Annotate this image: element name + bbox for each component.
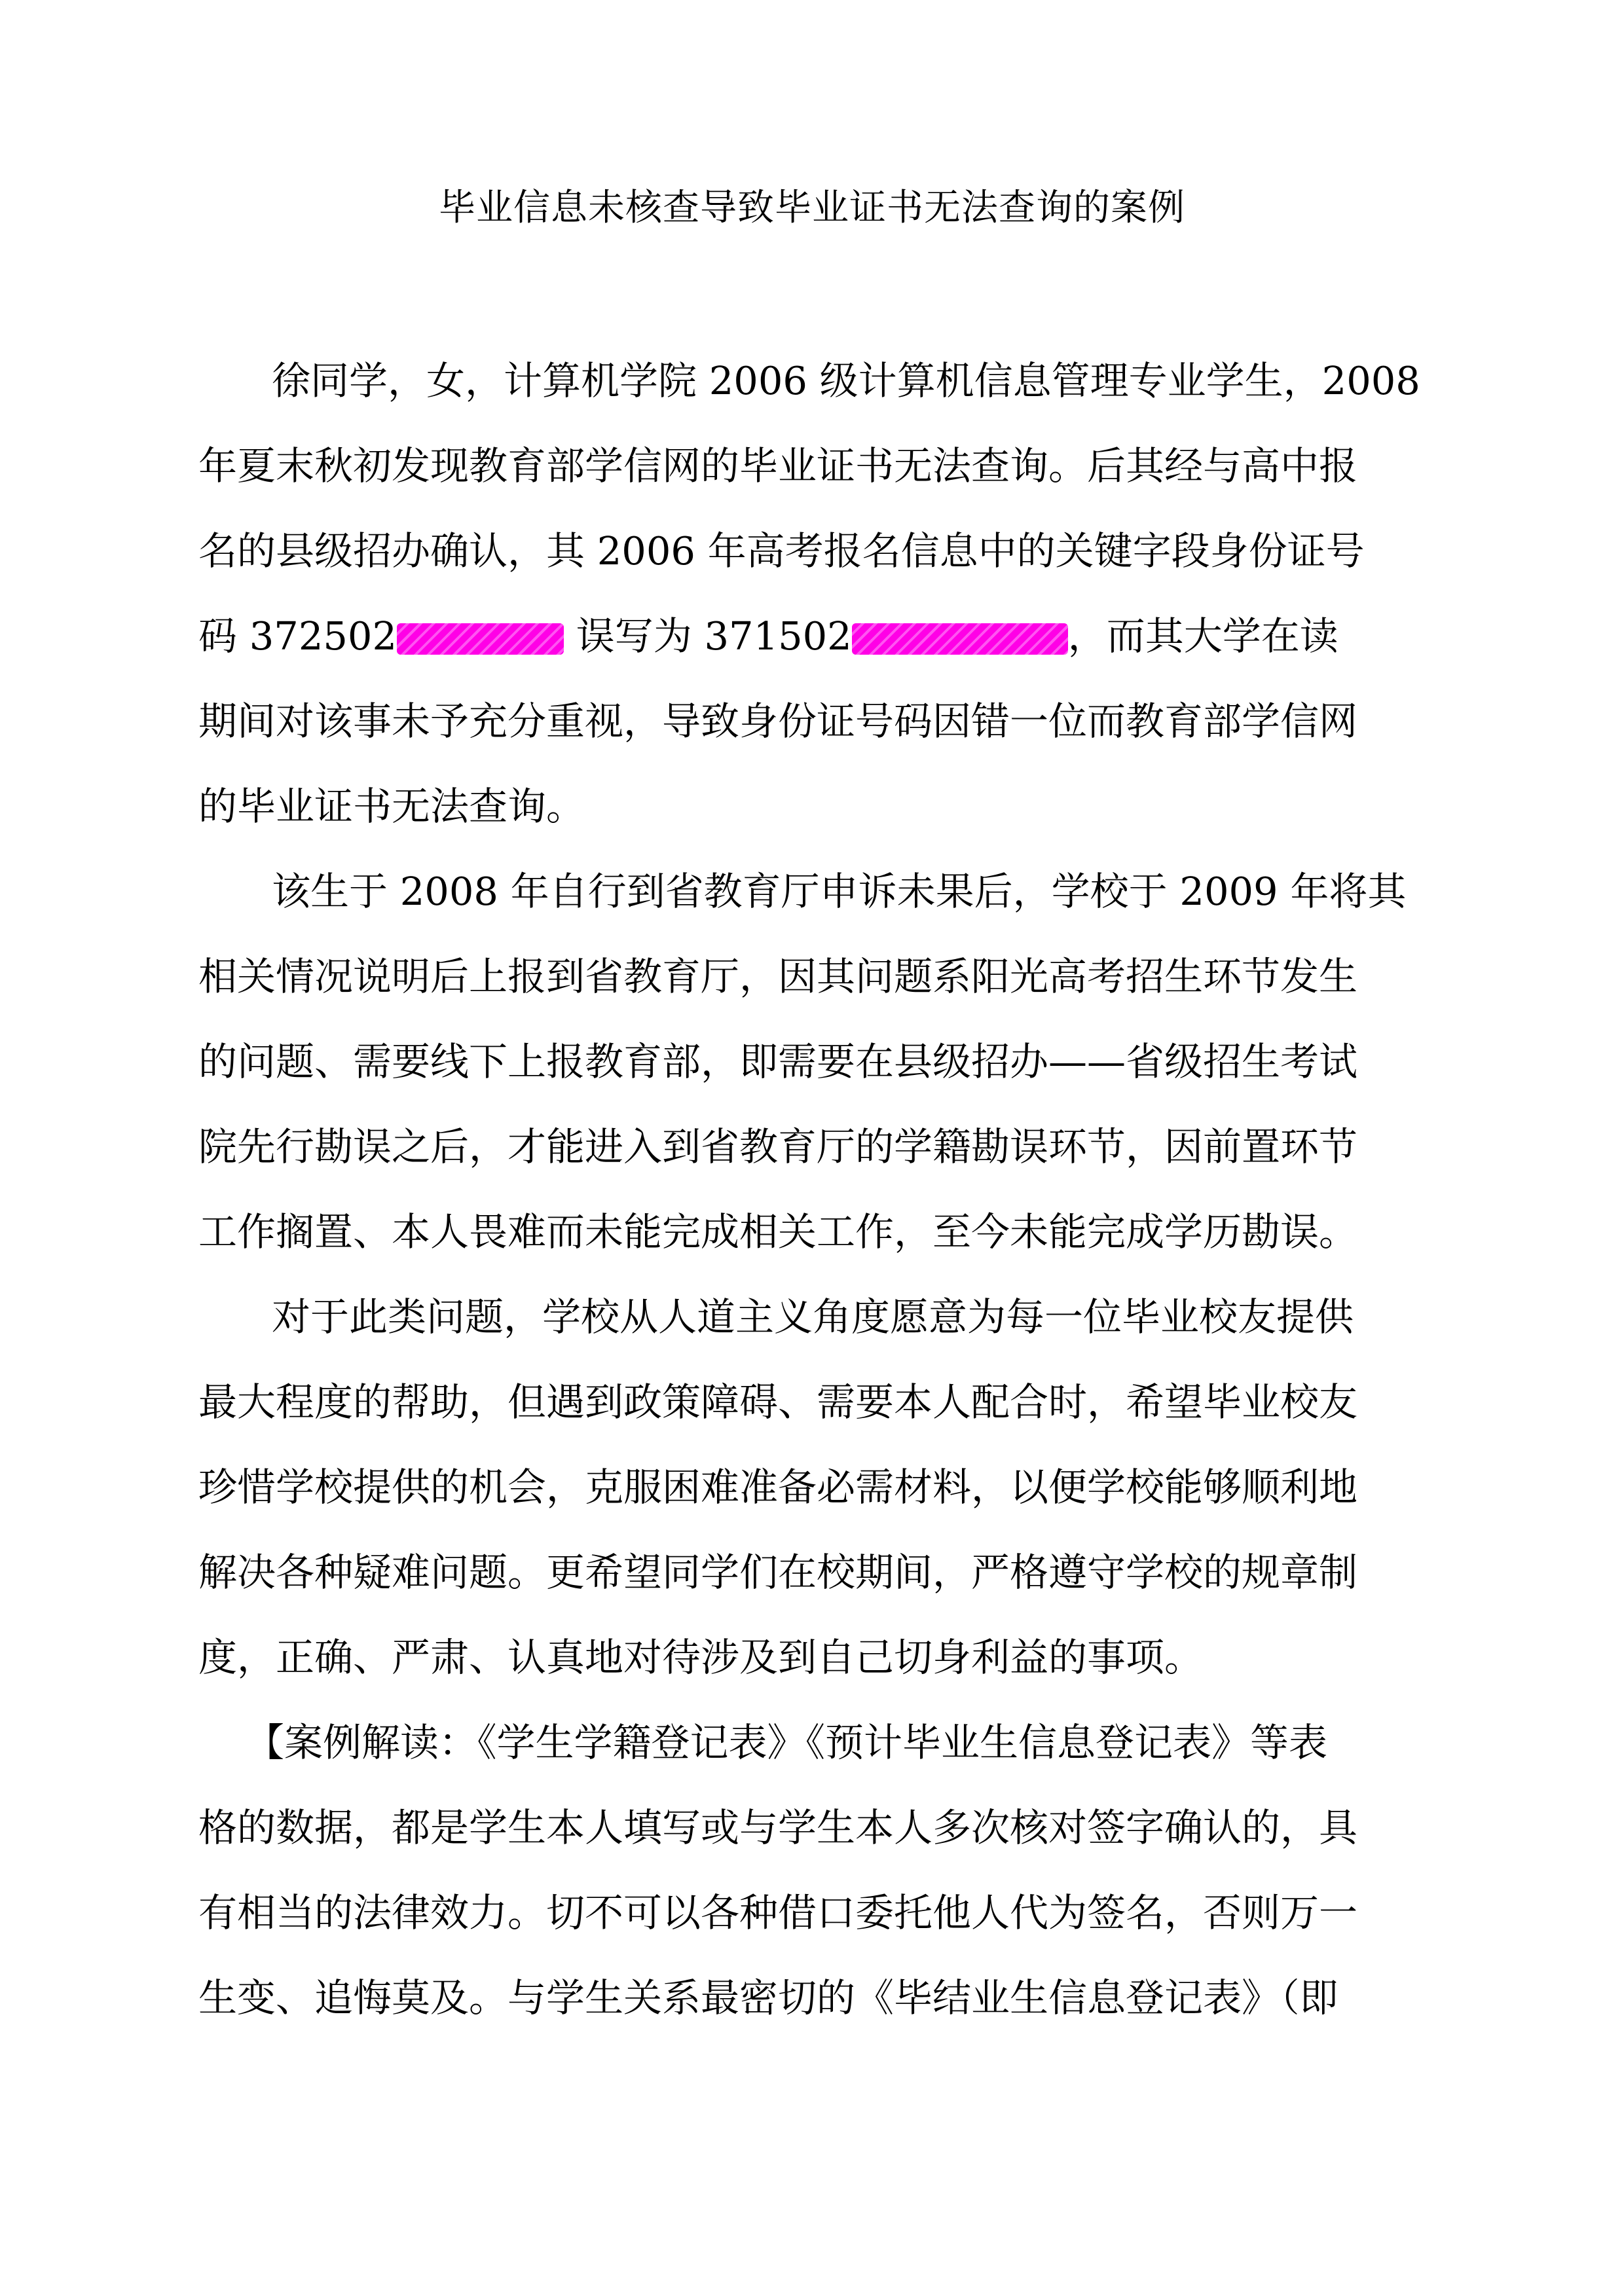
line-4-text-middle: 误写为 371502 [563,613,852,659]
redaction-mark [852,623,1068,655]
paragraph-3-line-3: 珍惜学校提供的机会，克服困难准备必需材料，以便学校能够顺利地 [198,1465,1358,1510]
paragraph-1-line-1: 徐同学，女，计算机学院 2006 级计算机信息管理专业学生，2008 [272,358,1420,403]
paragraph-3-line-1: 对于此类问题，学校从人道主义角度愿意为每一位毕业校友提供 [272,1294,1354,1339]
paragraph-2-line-5: 工作搁置、本人畏难而未能完成相关工作，至今未能完成学历勘误。 [198,1209,1358,1254]
paragraph-2-line-2: 相关情况说明后上报到省教育厅，因其问题系阳光高考招生环节发生 [198,954,1358,999]
paragraph-4-line-3: 有相当的法律效力。切不可以各种借口委托他人代为签名，否则万一 [198,1890,1358,1935]
paragraph-1-line-6: 的毕业证书无法查询。 [198,784,585,829]
paragraph-1-line-2: 年夏末秋初发现教育部学信网的毕业证书无法查询。后其经与高中报 [198,443,1358,488]
redaction-mark [397,623,564,655]
paragraph-1-line-5: 期间对该事未予充分重视，导致身份证号码因错一位而教育部学信网 [198,699,1358,744]
paragraph-4-line-4: 生变、追悔莫及。与学生关系最密切的《毕结业生信息登记表》（即 [198,1975,1338,2020]
paragraph-3-line-4: 解决各种疑难问题。更希望同学们在校期间，严格遵守学校的规章制 [198,1550,1358,1595]
document-title: 毕业信息未核查导致毕业证书无法查询的案例 [439,187,1185,229]
paragraph-4-line-2: 格的数据，都是学生本人填写或与学生本人多次核对签字确认的，具 [198,1805,1358,1850]
paragraph-2-line-1: 该生于 2008 年自行到省教育厅申诉未果后，学校于 2009 年将其 [272,869,1407,914]
line-4-text-start: 码 372502 [198,613,397,659]
paragraph-4-line-1: 【案例解读：《学生学籍登记表》《预计毕业生信息登记表》等表 [246,1720,1328,1765]
paragraph-2-line-4: 院先行勘误之后，才能进入到省教育厅的学籍勘误环节，因前置环节 [198,1124,1358,1169]
paragraph-1-line-4 [198,610,1338,663]
paragraph-3-line-5: 度，正确、严肃、认真地对待涉及到自己切身利益的事项。 [198,1635,1204,1680]
line-4-text-end: ，而其大学在读 [1067,613,1338,659]
paragraph-2-line-3: 的问题、需要线下上报教育部，即需要在县级招办——省级招生考试 [198,1039,1358,1084]
paragraph-3-line-2: 最大程度的帮助，但遇到政策障碍、需要本人配合时，希望毕业校友 [198,1379,1358,1425]
paragraph-1-line-3: 名的县级招办确认，其 2006 年高考报名信息中的关键字段身份证号 [198,528,1365,574]
